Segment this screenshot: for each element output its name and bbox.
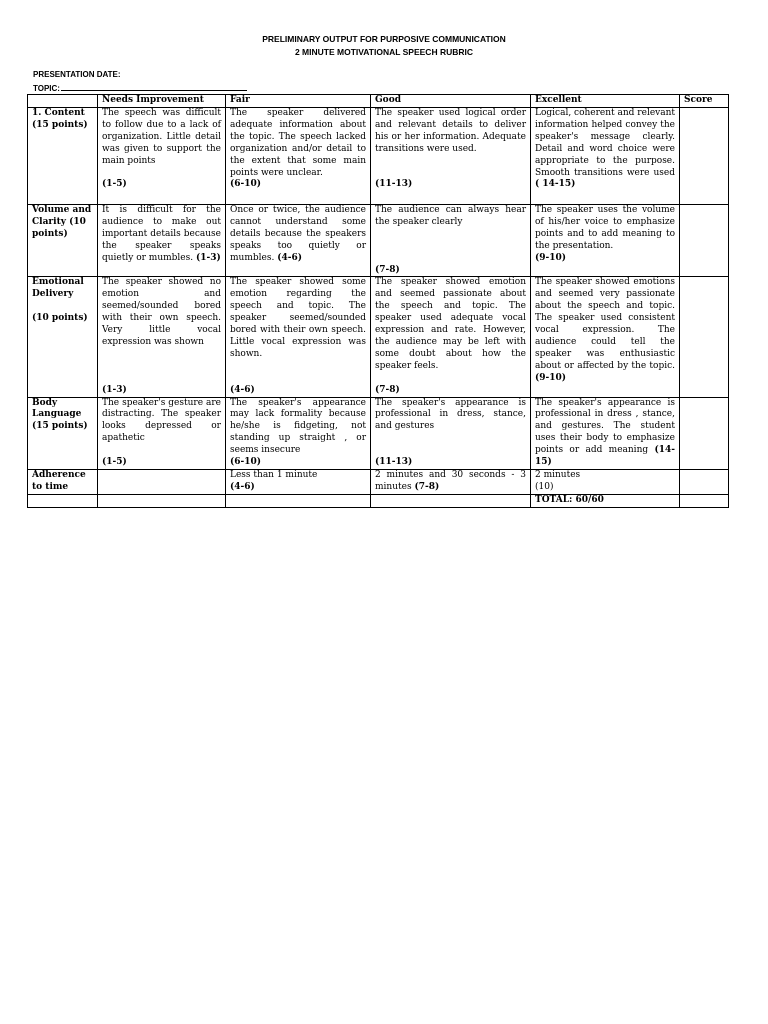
score-range: (1-5) bbox=[102, 457, 127, 468]
category-volume: Volume and Clarity (10 points) bbox=[28, 205, 98, 277]
cell-emotional-good bbox=[371, 277, 531, 397]
score-range: ( 14-15) bbox=[535, 179, 576, 190]
cell-content-fair bbox=[226, 108, 371, 205]
total-label: TOTAL: 60/60 bbox=[531, 494, 680, 507]
descriptor-text: The speaker uses the volume of his/her voice to emphasize points and to add meaning to the presentation. bbox=[535, 205, 675, 251]
cell-emotional-excellent bbox=[531, 277, 680, 397]
presentation-date-label: PRESENTATION DATE: bbox=[33, 70, 121, 79]
descriptor-text: The speaker showed emotion and seemed passionate about the speech and topic. The speaker used adequate vocal expression and rate. However, the audience may be left with some doubt about how the speaker feels. bbox=[375, 277, 526, 371]
rubric-row-body-language bbox=[28, 397, 729, 469]
descriptor-text: The speech was difficult to follow due to a lack of organization. Little detail was given to support the main points bbox=[102, 108, 221, 166]
cell-volume-fair bbox=[226, 205, 371, 277]
score-cell-adherence[interactable] bbox=[680, 469, 729, 494]
cell-content-good bbox=[371, 108, 531, 205]
score-range: (9-10) bbox=[535, 372, 567, 383]
total-empty-cell bbox=[98, 494, 226, 507]
descriptor-text: The speaker's gesture are distracting. The speaker looks depressed or apathetic bbox=[102, 397, 221, 444]
cell-adherence-good bbox=[371, 469, 531, 494]
score-range: (1-5) bbox=[102, 179, 127, 190]
score-range: (11-13) bbox=[375, 179, 413, 190]
cell-adherence-excellent bbox=[531, 469, 680, 494]
topic-blank-line bbox=[61, 82, 247, 91]
cell-volume-needs bbox=[98, 205, 226, 277]
header-needs-improvement: Needs Improvement bbox=[98, 95, 226, 108]
descriptor-text: It is difficult for the audience to make out important details because the speaker speaks quietly or mumbles. bbox=[102, 205, 221, 263]
category-adherence: Adherence to time bbox=[28, 469, 98, 494]
descriptor-text: 2 minutes bbox=[535, 469, 581, 480]
title-line-2: 2 MINUTE MOTIVATIONAL SPEECH RUBRIC bbox=[294, 47, 474, 57]
total-row bbox=[28, 494, 729, 507]
score-range: (7-8) bbox=[414, 481, 440, 492]
rubric-row-content bbox=[28, 108, 729, 205]
descriptor-text: The speaker used logical order and relevant details to deliver his or her information. Adequate transitions were used. bbox=[375, 108, 526, 154]
rubric-row-adherence bbox=[28, 469, 729, 494]
score-range: (1-3) bbox=[195, 252, 221, 263]
category-content: 1. Content (15 points) bbox=[28, 108, 98, 205]
cell-body-needs bbox=[98, 397, 226, 469]
rubric-row-emotional bbox=[28, 277, 729, 397]
score-cell-content[interactable] bbox=[680, 108, 729, 205]
header-fair: Fair bbox=[226, 95, 371, 108]
cell-adherence-needs bbox=[98, 469, 226, 494]
rubric-row-volume bbox=[28, 205, 729, 277]
header-good: Good bbox=[371, 95, 531, 108]
total-empty-cell bbox=[226, 494, 371, 507]
descriptor-text: Once or twice, the audience cannot understand some details because the speakers speaks too quietly or mumbles. bbox=[230, 205, 366, 263]
score-range: (6-10) bbox=[230, 457, 262, 468]
cell-content-excellent bbox=[531, 108, 680, 205]
topic-label: TOPIC: bbox=[33, 84, 60, 93]
score-cell-body-language[interactable] bbox=[680, 397, 729, 469]
score-range: (7-8) bbox=[375, 384, 400, 395]
score-range: (6-10) bbox=[230, 179, 262, 190]
header-row bbox=[28, 95, 729, 108]
descriptor-text: 2 minutes and 30 seconds - 3 minutes bbox=[375, 469, 526, 492]
descriptor-text: The speaker delivered adequate information about the topic. The speech lacked organization and/or detail to the extent that some main points were unclear. bbox=[230, 108, 366, 178]
total-empty-cell bbox=[371, 494, 531, 507]
cell-volume-good bbox=[371, 205, 531, 277]
cell-volume-excellent bbox=[531, 205, 680, 277]
score-range: (4-6) bbox=[230, 481, 255, 492]
cell-body-fair bbox=[226, 397, 371, 469]
header-excellent: Excellent bbox=[531, 95, 680, 108]
descriptor-text: The speaker showed emotions and seemed very passionate about the speech and topic. The speaker used consistent vocal expression. The audience could tell the speaker was enthusiastic about or affected by the topic. bbox=[535, 277, 675, 371]
score-range: (4-6) bbox=[277, 252, 302, 263]
total-empty-cell bbox=[28, 494, 98, 507]
topic-field bbox=[33, 82, 247, 93]
score-range: (7-8) bbox=[375, 264, 400, 275]
score-cell-volume[interactable] bbox=[680, 205, 729, 277]
descriptor-text: Less than 1 minute bbox=[230, 469, 318, 480]
cell-body-good bbox=[371, 397, 531, 469]
document-title bbox=[0, 33, 768, 59]
header-cell-category bbox=[28, 95, 98, 108]
category-label: Emotional Delivery bbox=[32, 277, 84, 300]
descriptor-text: The speaker showed no emotion and seemed/sounded bored with their own speech. Very little vocal expression was shown bbox=[102, 277, 221, 347]
category-points: (10 points) bbox=[32, 313, 88, 324]
score-range: (14-15) bbox=[535, 445, 675, 468]
rubric-table bbox=[27, 94, 729, 508]
score-range: (1-3) bbox=[102, 384, 127, 395]
score-range: (10) bbox=[535, 481, 554, 492]
cell-body-excellent bbox=[531, 397, 680, 469]
score-range: (9-10) bbox=[535, 252, 567, 263]
score-cell-emotional[interactable] bbox=[680, 277, 729, 397]
category-body-language: Body Language (15 points) bbox=[28, 397, 98, 469]
cell-emotional-needs bbox=[98, 277, 226, 397]
descriptor-text: The speaker's appearance is professional in dress , stance, and gestures. The student uses their body to emphasize points or add meaning bbox=[535, 397, 675, 456]
descriptor-text: The speaker showed some emotion regarding the speech and topic. The speaker seemed/sounded bored with their own speech. Little vocal expression was shown. bbox=[230, 277, 366, 359]
category-emotional bbox=[28, 277, 98, 397]
cell-emotional-fair bbox=[226, 277, 371, 397]
score-range: (4-6) bbox=[230, 384, 255, 395]
descriptor-text: The speaker's appearance is professional in dress, stance, and gestures bbox=[375, 397, 526, 432]
cell-content-needs bbox=[98, 108, 226, 205]
descriptor-text: The audience can always hear the speaker clearly bbox=[375, 205, 526, 227]
cell-adherence-fair bbox=[226, 469, 371, 494]
header-score: Score bbox=[680, 95, 729, 108]
descriptor-text: Logical, coherent and relevant information helped convey the speaker's message clearly. Detail and word choice were appropriate to the purpose. Smooth transitions were used bbox=[535, 108, 676, 178]
descriptor-text: The speaker's appearance may lack formality because he/she is fidgeting, not standing up straight , or seems insecure bbox=[230, 397, 366, 456]
total-score-cell[interactable] bbox=[680, 494, 729, 507]
score-range: (11-13) bbox=[375, 457, 413, 468]
title-line-1: PRELIMINARY OUTPUT FOR PURPOSIVE COMMUNICATION bbox=[262, 34, 506, 44]
